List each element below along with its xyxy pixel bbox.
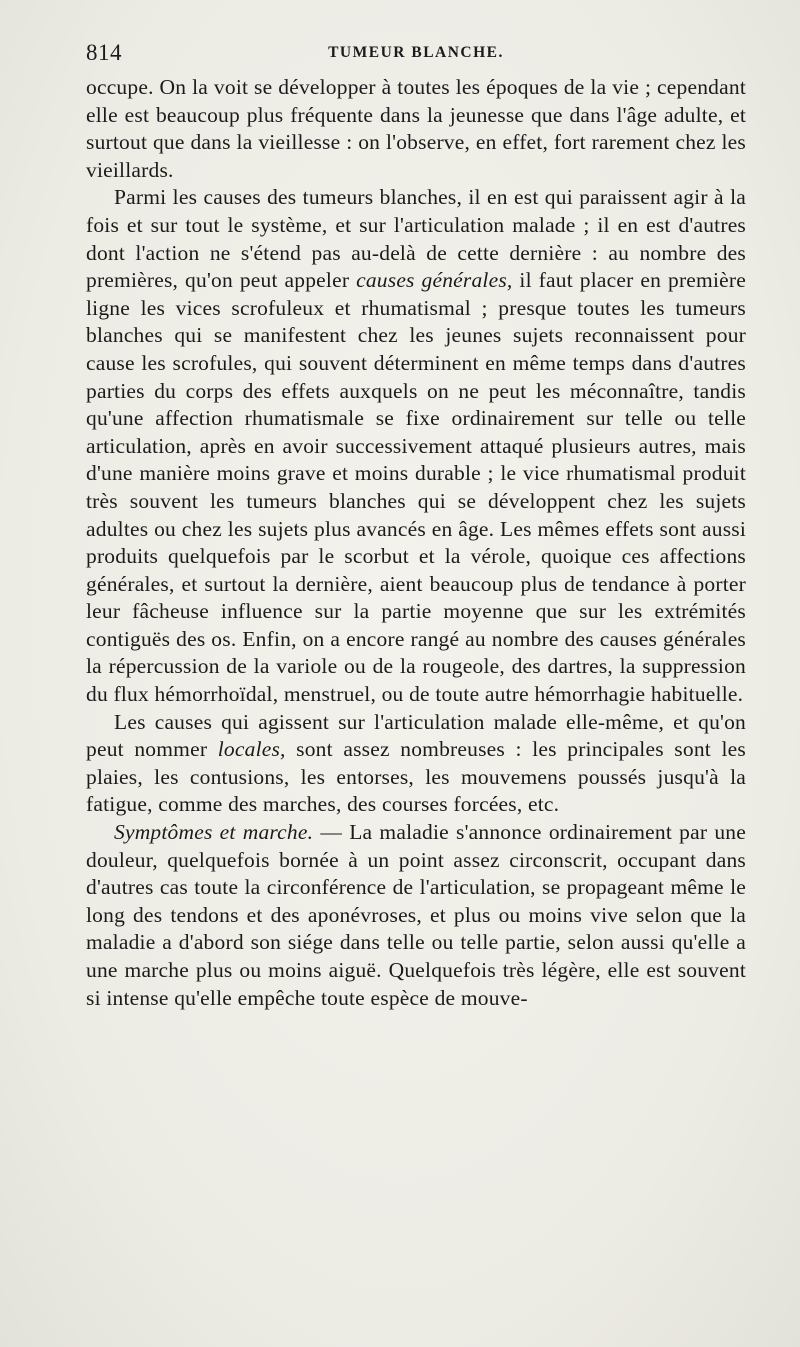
italic-text: causes générales, [356,268,513,293]
running-head: TUMEUR BLANCHE. [328,44,504,61]
paragraph [86,819,746,1012]
page-number: 814 [86,40,122,65]
paragraph [86,709,746,819]
paragraph-text: Parmi les causes des tumeurs blanches, il en est qui paraissent agir à la fois et sur tout le système, et sur l'articulation malade ; il en est d'autres dont l'action ne s'étend pas au-delà de cette dernière : au nombre des premières, qu'on peut appeler [86,185,746,293]
italic-text: Symptômes et marche. [114,820,314,845]
italic-text: locales, [217,737,286,762]
paragraph-text: il faut placer en première ligne les vices scrofuleux et rhumatismal ; presque toutes les tumeurs blanches qui se manifestent chez les jeunes sujets reconnaissent pour cause les scrofules, qui souvent déterminent en même temps dans d'autres parties du corps des effets auxquels on ne peut les méconnaître, tandis qu'une affection rhumatismale se fixe ordinairement sur telle ou telle articulation, après en avoir successivement attaqué plusieurs autres, mais d'une manière moins grave et moins durable ; le vice rhumatismal produit très souvent les tumeurs blanches qui se développent chez les sujets adultes ou chez les sujets plus avancés en âge. Les mêmes effets sont aussi produits quelquefois par le scorbut et la vérole, quoique ces affections générales, et surtout la dernière, aient beaucoup plus de tendance à porter leur fâcheuse influence sur la partie moyenne que sur les extrémités contiguës des os. Enfin, on a encore rangé au nombre des causes générales la répercussion de la variole ou de la rougeole, des dartres, la suppression du flux hémorrhoïdal, menstruel, ou de toute autre hémorrhagie habituelle. [86,268,746,707]
page-header [86,40,746,70]
paragraph-text: occupe. On la voit se développer à toutes les époques de la vie ; cependant elle est beaucoup plus fréquente dans la jeunesse que dans l'âge adulte, et surtout que dans la vieillesse : on l'observe, en effet, fort rarement chez les vieillards. [86,75,746,182]
paragraph-text: Les causes qui agissent sur l'articulation malade elle-même, et qu'on peut nommer [86,709,746,762]
paragraph-text: — La maladie s'annonce ordinairement par une douleur, quelquefois bornée à un point assez circonscrit, occupant dans d'autres cas toute la circonférence de l'articulation, se propageant même le long des tendons et des aponévroses, et plus ou moins vive selon que la maladie a d'abord son siége dans telle ou telle partie, selon aussi qu'elle a une marche plus ou moins aiguë. Quelquefois très légère, elle est souvent si intense qu'elle empêche toute espèce de mouve- [86,820,746,1010]
body-text [86,74,746,1012]
paragraph [86,184,746,708]
paragraph-text: sont assez nombreuses : les principales sont les plaies, les contusions, les entorses, les mouvemens poussés jusqu'à la fatigue, comme des marches, des courses forcées, etc. [86,737,746,817]
paragraph [86,74,746,184]
